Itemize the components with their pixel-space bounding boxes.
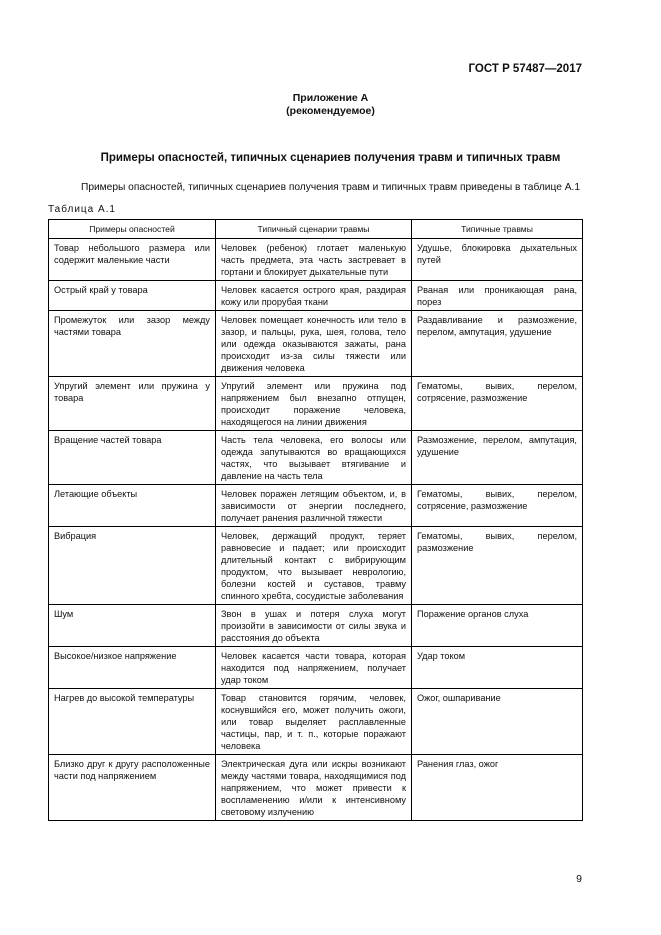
table-caption: Таблица А.1	[48, 204, 116, 215]
injury-cell: Раздавливание и размозжение, перелом, ампутация, удушение	[412, 311, 583, 377]
injury-cell: Гематомы, вывих, перелом, сотрясение, размозжение	[412, 377, 583, 431]
scenario-cell: Электрическая дуга или искры возникают между частями товара, находящимися под напряжением, что может привести к воспламенению и/или к интенсивному световому излучению	[216, 755, 412, 821]
injury-cell: Поражение органов слуха	[412, 605, 583, 647]
scenario-cell: Человек помещает конечность или тело в зазор, и пальцы, рука, шея, голова, тело или одежда оказываются зажаты, рана происходит из-за силы тяжести или движения человека	[216, 311, 412, 377]
header-injury: Типичные травмы	[412, 220, 583, 239]
scenario-cell: Товар становится горячим, человек, коснувшийся его, может получить ожоги, или товар выделяет расплавленные частицы, пар, и т. п., которые поражают человека	[216, 689, 412, 755]
injury-cell: Гематомы, вывих, перелом, сотрясение, размозжение	[412, 485, 583, 527]
injury-cell: Рваная или проникающая рана, порез	[412, 281, 583, 311]
scenario-cell: Человек поражен летящим объектом, и, в зависимости от энергии последнего, получает ранения различной тяжести	[216, 485, 412, 527]
hazard-cell: Шум	[49, 605, 216, 647]
injury-cell: Ранения глаз, ожог	[412, 755, 583, 821]
page-number: 9	[576, 873, 582, 885]
annex-title: Приложение А	[292, 92, 369, 104]
table-row	[49, 281, 583, 311]
scenario-cell: Человек, держащий продукт, теряет равновесие и падает; или происходит длительный контакт с вибрирующим продуктом, что вызывает неврологию, болезни костей и суставов, травму спинного хребта, сосудистые заболевания	[216, 527, 412, 605]
table-row	[49, 605, 583, 647]
scenario-cell: Часть тела человека, его волосы или одежда запутываются во вращающихся частях, что вызывает втягивание и давление на часть тела	[216, 431, 412, 485]
scenario-cell: Человек (ребенок) глотает маленькую часть предмета, эта часть застревает в гортани и блокирует дыхательные пути	[216, 239, 412, 281]
hazard-cell: Высокое/низкое напряжение	[49, 647, 216, 689]
hazard-cell: Вращение частей товара	[49, 431, 216, 485]
hazards-table	[48, 219, 583, 821]
table-row	[49, 239, 583, 281]
section-intro: Примеры опасностей, типичных сценариев получения травм и типичных травм приведены в таблице А.1	[81, 182, 580, 193]
standard-number: ГОСТ Р 57487—2017	[468, 63, 582, 75]
header-hazard: Примеры опасностей	[49, 220, 216, 239]
table-row	[49, 377, 583, 431]
hazard-cell: Промежуток или зазор между частями товара	[49, 311, 216, 377]
hazard-cell: Вибрация	[49, 527, 216, 605]
injury-cell: Ожог, ошпаривание	[412, 689, 583, 755]
table-body	[49, 239, 583, 821]
hazard-cell: Товар небольшого размера или содержит маленькие части	[49, 239, 216, 281]
table-row	[49, 485, 583, 527]
injury-cell: Гематомы, вывих, перелом, размозжение	[412, 527, 583, 605]
injury-cell: Удар током	[412, 647, 583, 689]
header-scenario: Типичный сценарии травмы	[216, 220, 412, 239]
hazard-cell: Упругий элемент или пружина у товара	[49, 377, 216, 431]
scenario-cell: Человек касается острого края, раздирая кожу или прорубая ткани	[216, 281, 412, 311]
hazard-cell: Острый край у товара	[49, 281, 216, 311]
hazard-cell: Нагрев до высокой температуры	[49, 689, 216, 755]
hazard-cell: Близко друг к другу расположенные части под напряжением	[49, 755, 216, 821]
table-row	[49, 431, 583, 485]
table-row	[49, 647, 583, 689]
table-header-row	[49, 220, 583, 239]
table-row	[49, 689, 583, 755]
scenario-cell: Звон в ушах и потеря слуха могут произойти в зависимости от силы звука и расстояния до объекта	[216, 605, 412, 647]
scenario-cell: Человек касается части товара, которая находится под напряжением, получает удар током	[216, 647, 412, 689]
scenario-cell: Упругий элемент или пружина под напряжением был внезапно отпущен, происходит поражение человека, находящегося на линии движения	[216, 377, 412, 431]
annex-block	[0, 92, 661, 118]
annex-subtitle: (рекомендуемое)	[286, 105, 375, 117]
section-heading: Примеры опасностей, типичных сценариев получения травм и типичных травм	[100, 152, 561, 164]
table-row	[49, 527, 583, 605]
injury-cell: Размозжение, перелом, ампутация, удушение	[412, 431, 583, 485]
hazard-cell: Летающие объекты	[49, 485, 216, 527]
table-row	[49, 311, 583, 377]
table-row	[49, 755, 583, 821]
injury-cell: Удушье, блокировка дыхательных путей	[412, 239, 583, 281]
